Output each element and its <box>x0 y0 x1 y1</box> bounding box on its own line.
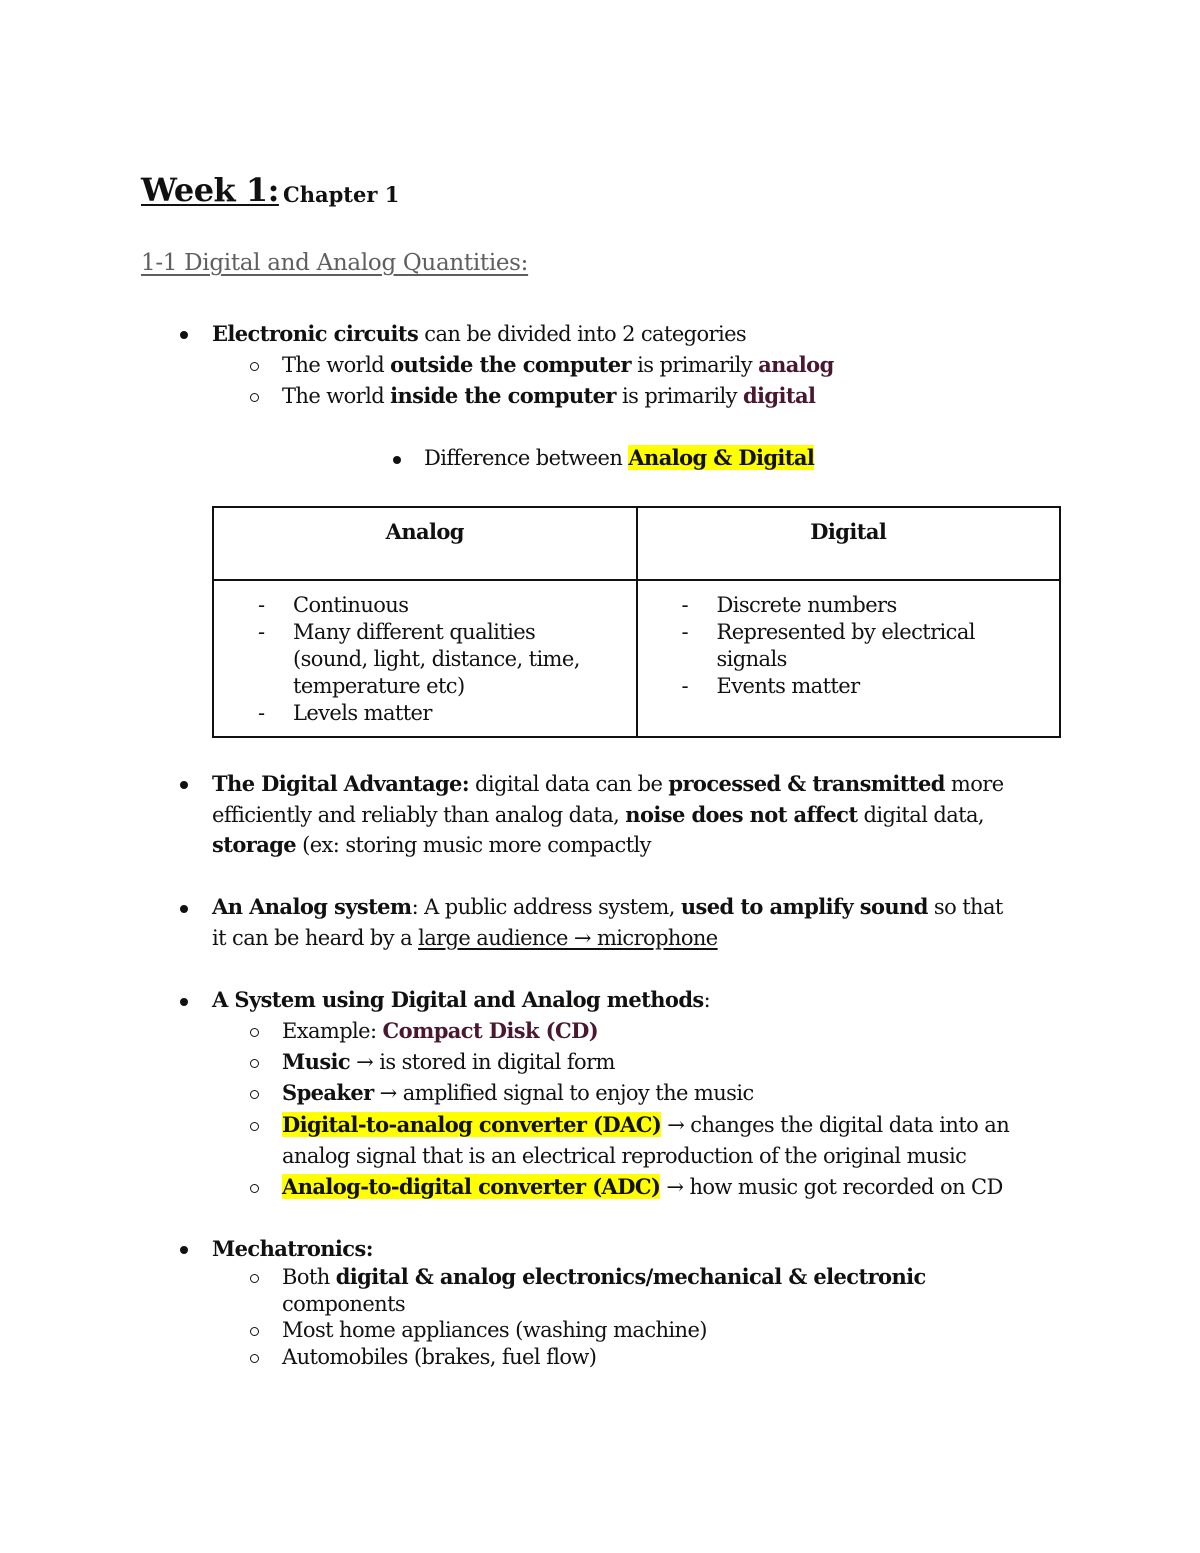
circuits-line: Electronic circuits can be divided into 2 categories <box>212 321 747 346</box>
analog-list <box>214 592 636 727</box>
bullet-ring-icon <box>250 1184 259 1193</box>
advantage-line-3: storage (ex: storing music more compactly <box>212 832 651 857</box>
bullet-dot-icon <box>180 905 188 913</box>
automobiles-line: Automobiles (brakes, fuel flow) <box>282 1345 597 1369</box>
bullet-ring-icon <box>250 1274 259 1283</box>
bullet-ring-icon <box>250 1028 259 1037</box>
bullet-dot-icon <box>393 456 401 464</box>
bullet-dot-icon <box>180 998 188 1006</box>
bullet-ring-icon <box>250 1090 259 1099</box>
analog-system-line-2: it can be heard by a large audience → microphone <box>212 926 718 950</box>
difference-line: Difference between Analog & Digital <box>424 445 815 470</box>
analog-system-line-1: An Analog system: A public address system, used to amplify sound so that <box>212 894 1003 919</box>
week-heading: Week 1: <box>141 171 279 209</box>
bullet-dot-icon <box>180 331 188 339</box>
bullet-ring-icon <box>250 393 259 402</box>
bullet-ring-icon <box>250 1327 259 1336</box>
bullet-dot-icon <box>180 1246 188 1254</box>
section-title: 1-1 Digital and Analog Quantities: <box>141 250 529 276</box>
dac-line-2: analog signal that is an electrical reproduction of the original music <box>282 1144 967 1168</box>
chapter-heading: Chapter 1 <box>283 182 400 207</box>
advantage-line-1: The Digital Advantage: digital data can be processed & transmitted more <box>212 771 1004 796</box>
both-line-2: components <box>282 1292 406 1316</box>
dac-line: Digital-to-analog converter (DAC) → changes the digital data into an <box>282 1112 1010 1137</box>
header-digital: Digital <box>637 507 1061 580</box>
list-item: - Continuous <box>258 592 636 619</box>
mechatronics-title: Mechatronics: <box>212 1236 373 1261</box>
bullet-ring-icon <box>250 362 259 371</box>
appliances-line: Most home appliances (washing machine) <box>282 1318 707 1342</box>
adc-line: Analog-to-digital converter (ADC) → how music got recorded on CD <box>282 1174 1003 1199</box>
bullet-ring-icon <box>250 1354 259 1363</box>
header-analog: Analog <box>213 507 637 580</box>
list-item: - Discrete numbers <box>682 592 1060 619</box>
bullet-ring-icon <box>250 1059 259 1068</box>
bullet-ring-icon <box>250 1122 259 1131</box>
digital-list <box>638 592 1060 700</box>
speaker-line: Speaker → amplified signal to enjoy the music <box>282 1080 754 1105</box>
analog-cell <box>213 580 637 737</box>
list-item: - Many different qualities (sound, light, distance, time, temperature etc) <box>258 619 603 700</box>
advantage-line-2: efficiently and reliably than analog data, noise does not affect digital data, <box>212 802 984 827</box>
bullet-dot-icon <box>180 781 188 789</box>
table-header-row <box>213 507 1060 580</box>
music-line: Music → is stored in digital form <box>282 1049 615 1074</box>
list-item: - Represented by electrical signals <box>682 619 1007 673</box>
inside-line: The world inside the computer is primarily digital <box>282 383 816 408</box>
example-line: Example: Compact Disk (CD) <box>282 1018 599 1043</box>
outside-line: The world outside the computer is primarily analog <box>282 352 834 377</box>
combined-system-title: A System using Digital and Analog methods: <box>212 987 711 1012</box>
list-item: - Events matter <box>682 673 1060 700</box>
table-row <box>213 580 1060 737</box>
comparison-table <box>212 506 1061 738</box>
digital-cell <box>637 580 1061 737</box>
list-item: - Levels matter <box>258 700 636 727</box>
both-line: Both digital & analog electronics/mechanical & electronic <box>282 1264 926 1289</box>
